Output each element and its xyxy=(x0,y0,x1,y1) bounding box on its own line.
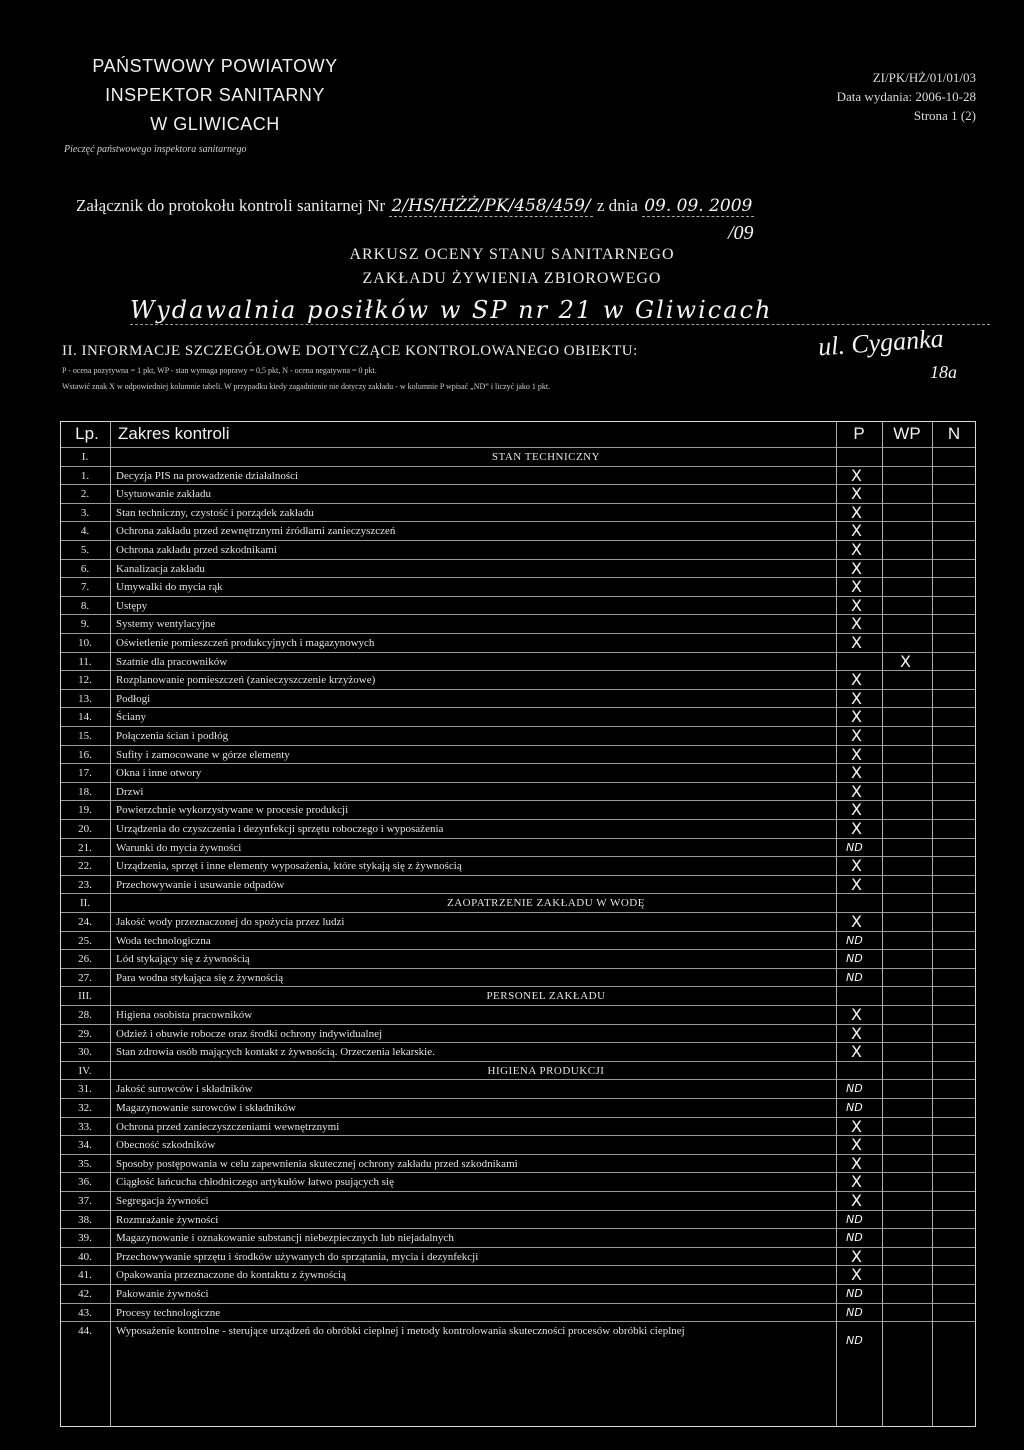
mark-p-nd: ND xyxy=(846,840,863,854)
inspector-stamp xyxy=(60,52,370,157)
row-text: Przechowywanie i usuwanie odpadów xyxy=(116,878,285,891)
row-text: Sufity i zamocowane w górze elementy xyxy=(116,748,290,761)
mark-p: X xyxy=(851,763,862,783)
mark-p: X xyxy=(851,1246,862,1266)
row-number: 31. xyxy=(78,1083,92,1096)
row-text: Decyzja PIS na prowadzenie działalności xyxy=(116,469,299,482)
row-text: Para wodna stykająca się z żywnością xyxy=(116,971,284,984)
title-line1: ARKUSZ OCENY STANU SANITARNEGO xyxy=(349,246,675,263)
row-number: 3. xyxy=(80,506,90,519)
protocol-number-suffix: /09 xyxy=(728,222,754,244)
row-number: 7. xyxy=(80,581,90,594)
row-number: 35. xyxy=(78,1157,92,1170)
row-number: 15. xyxy=(78,730,92,742)
row-number: 10. xyxy=(78,637,92,649)
mark-p: X xyxy=(851,1005,862,1024)
row-number: 2. xyxy=(80,488,90,501)
doc-code: ZI/PK/HŻ/01/01/03 xyxy=(872,70,976,85)
mark-p: X xyxy=(851,726,862,745)
mark-p: X xyxy=(851,670,862,690)
facility-name: Wydawalnia posiłków w SP nr 21 w Gliwicach xyxy=(130,296,990,325)
row-text: Sposoby postępowania w celu zapewnienia skutecznej ochrony zakładu przed szkodnikami xyxy=(116,1157,518,1170)
row-number: 5. xyxy=(80,544,90,556)
mark-p: X xyxy=(851,521,862,541)
row-number: 11. xyxy=(78,655,92,668)
row-number: 16. xyxy=(78,748,92,761)
col-divider-p xyxy=(836,421,837,1427)
row-text: Opakowania przeznaczone do kontaktu z żywnością xyxy=(116,1269,346,1282)
mark-p: X xyxy=(851,540,862,559)
mark-p: X xyxy=(851,800,862,820)
row-number: 34. xyxy=(78,1139,92,1152)
row-text: Ustępy xyxy=(116,599,148,612)
annex-line xyxy=(76,196,754,216)
row-number: I. xyxy=(81,451,89,463)
mark-p-nd: ND xyxy=(846,1101,863,1114)
col-wp: WP xyxy=(893,424,921,443)
mark-p-nd: ND xyxy=(846,970,863,984)
row-text: Umywalki do mycia rąk xyxy=(116,581,223,594)
institution-line1: PAŃSTWOWY POWIATOWY xyxy=(92,56,338,76)
row-number: IV. xyxy=(78,1064,92,1077)
row-text: Jakość wody przeznaczonej do spożycia przez ludzi xyxy=(116,916,345,928)
protocol-number: 2/HS/HŻŻ/PK/458/459/ xyxy=(391,196,591,216)
row-number: 21. xyxy=(78,841,92,854)
mark-p: X xyxy=(851,1191,862,1210)
mark-p: X xyxy=(851,502,862,522)
row-text: Stan techniczny, czystość i porządek zakładu xyxy=(116,506,314,519)
mark-p: X xyxy=(851,1116,862,1136)
row-text: Segregacja żywności xyxy=(116,1195,209,1207)
mark-p-nd: ND xyxy=(846,1082,863,1096)
col-divider-lp xyxy=(110,421,111,1427)
row-text: Urządzenia do czyszczenia i dezynfekcji sprzętu roboczego i wyposażenia xyxy=(116,823,444,835)
row-number: 23. xyxy=(78,878,92,891)
row-text: Lód stykający się z żywnością xyxy=(116,953,250,966)
col-divider-wp xyxy=(882,421,883,1427)
row-text: Ochrona przed zanieczyszczeniami wewnętrznymi xyxy=(116,1120,340,1133)
row-number: III. xyxy=(78,990,92,1003)
mark-p: X xyxy=(851,688,862,708)
row-text: Wyposażenie kontrolne - sterujące urządzeń do obróbki cieplnej i metody kontrolowania skuteczności procesów obróbki cieplnej xyxy=(116,1325,685,1338)
row-number: 26. xyxy=(78,953,92,966)
row-text: Urządzenia, sprzęt i inne elementy wyposażenia, które stykają się z żywnością xyxy=(116,860,462,873)
row-number: 22. xyxy=(78,860,92,873)
mark-p: X xyxy=(851,744,862,764)
annex-label: Załącznik do protokołu kontroli sanitarnej Nr xyxy=(76,196,386,215)
row-text: Szatnie dla pracowników xyxy=(116,655,228,668)
row-number: 36. xyxy=(78,1176,92,1189)
mark-p-nd: ND xyxy=(846,933,863,947)
row-text: Powierzchnie wykorzystywane w procesie produkcji xyxy=(116,804,349,817)
address-handwritten: ul. Cyganka xyxy=(817,323,945,362)
row-number: 37. xyxy=(78,1195,92,1207)
mark-p-nd: ND xyxy=(846,1212,863,1226)
mark-p: X xyxy=(851,1135,862,1155)
title-line2: ZAKŁADU ŻYWIENIA ZBIOROWEGO xyxy=(362,270,662,287)
row-text: Systemy wentylacyjne xyxy=(116,618,216,631)
stamp-caption: Pieczęć państwowego inspektora sanitarnego xyxy=(64,144,247,155)
mark-p: X xyxy=(851,614,862,634)
mark-p: X xyxy=(851,707,862,727)
mark-p: X xyxy=(851,1172,862,1192)
row-text: Usytuowanie zakładu xyxy=(116,488,211,501)
row-number: 9. xyxy=(80,618,90,631)
row-number: 29. xyxy=(78,1027,92,1040)
mark-p: X xyxy=(851,1265,862,1285)
mark-wp: X xyxy=(900,651,911,671)
section-title: PERSONEL ZAKŁADU xyxy=(486,990,606,1003)
row-text: Przechowywanie sprzętu i środków używanych do sprzątania, mycia i dezynfekcji xyxy=(116,1250,479,1263)
mark-p: X xyxy=(851,856,862,876)
mark-p-nd: ND xyxy=(846,1334,863,1348)
legend-line2: Wstawić znak X w odpowiedniej kolumnie tabeli. W przypadku kiedy zagadnienie nie dotyczy zakładu - w kolumnie P wpisać „ND” i liczyć jako 1 pkt. xyxy=(62,382,551,391)
mark-p: X xyxy=(851,819,862,838)
row-number: 6. xyxy=(80,562,90,575)
mark-p-nd: ND xyxy=(846,952,863,966)
row-number: 40. xyxy=(78,1250,92,1263)
row-text: Woda technologiczna xyxy=(116,934,211,947)
row-number: 32. xyxy=(78,1102,92,1114)
col-divider-n xyxy=(932,421,933,1427)
row-number: 12. xyxy=(78,674,92,687)
protocol-date: 09. 09. 2009 xyxy=(644,196,753,216)
mark-p: X xyxy=(851,1023,862,1043)
row-text: Warunki do mycia żywności xyxy=(116,841,242,854)
row-text: Kanalizacja zakładu xyxy=(116,562,205,575)
row-text: Procesy technologiczne xyxy=(116,1306,221,1319)
row-text: Magazynowanie i oznakowanie substancji niebezpiecznych lub niejadalnych xyxy=(116,1232,454,1245)
row-number: 33. xyxy=(78,1120,92,1133)
row-text: Ciągłość łańcucha chłodniczego artykułów łatwo psujących się xyxy=(116,1176,394,1189)
row-text: Rozplanowanie pomieszczeń (zanieczyszczenie krzyżowe) xyxy=(116,674,376,687)
row-number: 20. xyxy=(78,823,92,835)
mark-p-nd: ND xyxy=(846,1305,863,1319)
table-frame xyxy=(60,421,976,1427)
row-number: 43. xyxy=(78,1306,92,1319)
col-p: P xyxy=(853,424,865,443)
row-number: 44. xyxy=(78,1325,92,1338)
row-number: 24. xyxy=(78,916,92,928)
section-title: ZAOPATRZENIE ZAKŁADU W WODĘ xyxy=(447,897,645,910)
mark-p: X xyxy=(851,595,862,615)
mark-p: X xyxy=(851,484,862,504)
row-text: Połączenia ścian i podłóg xyxy=(116,730,229,742)
row-number: 30. xyxy=(78,1046,92,1059)
row-number: 28. xyxy=(78,1009,92,1021)
row-text: Podłogi xyxy=(116,692,151,705)
col-scope: Zakres kontroli xyxy=(118,424,230,443)
mark-p: X xyxy=(851,1042,862,1062)
section-heading: II. INFORMACJE SZCZEGÓŁOWE DOTYCZĄCE KONTROLOWANEGO OBIEKTU: xyxy=(62,343,638,359)
row-text: Oświetlenie pomieszczeń produkcyjnych i magazynowych xyxy=(116,637,375,649)
row-number: 1. xyxy=(80,469,90,482)
document-reference xyxy=(837,68,976,125)
mark-p: X xyxy=(851,874,862,894)
row-number: 17. xyxy=(78,767,92,780)
row-text: Ochrona zakładu przed szkodnikami xyxy=(116,544,277,556)
row-number: 25. xyxy=(78,934,92,947)
row-number: 42. xyxy=(78,1288,92,1300)
address-number: 18a xyxy=(930,362,957,382)
mark-p: X xyxy=(851,912,862,931)
mark-p: X xyxy=(851,781,862,801)
row-text: Pakowanie żywności xyxy=(116,1288,209,1300)
row-number: 27. xyxy=(78,971,92,984)
row-text: Drzwi xyxy=(116,785,144,798)
row-number: 41. xyxy=(78,1269,92,1282)
col-lp: Lp. xyxy=(75,424,99,443)
row-text: Jakość surowców i składników xyxy=(116,1083,253,1096)
section-title: HIGIENA PRODUKCJI xyxy=(487,1064,605,1077)
row-number: 8. xyxy=(80,599,90,612)
row-text: Ochrona zakładu przed zewnętrznymi źródłami zanieczyszczeń xyxy=(116,525,396,538)
issue-date: Data wydania: 2006-10-28 xyxy=(836,89,976,104)
row-text: Stan zdrowia osób mających kontakt z żywnością. Orzeczenia lekarskie. xyxy=(116,1046,435,1059)
row-number: 19. xyxy=(78,804,92,817)
row-text: Okna i inne otwory xyxy=(116,767,202,780)
row-number: 39. xyxy=(78,1232,92,1245)
row-text: Odzież i obuwie robocze oraz środki ochrony indywidualnej xyxy=(116,1027,383,1040)
mark-p: X xyxy=(851,465,862,485)
row-number: II. xyxy=(79,897,91,910)
annex-date-label: z dnia xyxy=(596,196,638,215)
row-text: Rozmrażanie żywności xyxy=(116,1213,219,1226)
row-number: 13. xyxy=(78,692,92,705)
legend-line1: P - ocena pozytywna = 1 pkt, WP - stan wymaga poprawy = 0,5 pkt, N - ocena negatywna = 0 pkt. xyxy=(62,366,377,375)
institution-line2: INSPEKTOR SANITARNY xyxy=(105,85,325,105)
page-label: Strona 1 (2) xyxy=(913,108,976,123)
row-text: Ściany xyxy=(116,711,146,724)
mark-p: X xyxy=(851,558,862,578)
mark-p-nd: ND xyxy=(846,1231,863,1245)
row-number: 4. xyxy=(80,525,90,538)
mark-p: X xyxy=(851,577,862,597)
row-text: Higiena osobista pracowników xyxy=(116,1009,253,1021)
institution-line3: W GLIWICACH xyxy=(150,114,280,134)
row-text: Obecność szkodników xyxy=(116,1139,216,1152)
row-number: 14. xyxy=(78,711,92,724)
row-number: 38. xyxy=(78,1213,92,1226)
mark-p: X xyxy=(851,633,862,652)
row-text: Magazynowanie surowców i składników xyxy=(116,1102,296,1114)
row-number: 18. xyxy=(78,785,92,798)
section-title: STAN TECHNICZNY xyxy=(491,451,601,463)
mark-p-nd: ND xyxy=(846,1287,863,1300)
col-n: N xyxy=(947,424,961,443)
mark-p: X xyxy=(851,1153,862,1173)
